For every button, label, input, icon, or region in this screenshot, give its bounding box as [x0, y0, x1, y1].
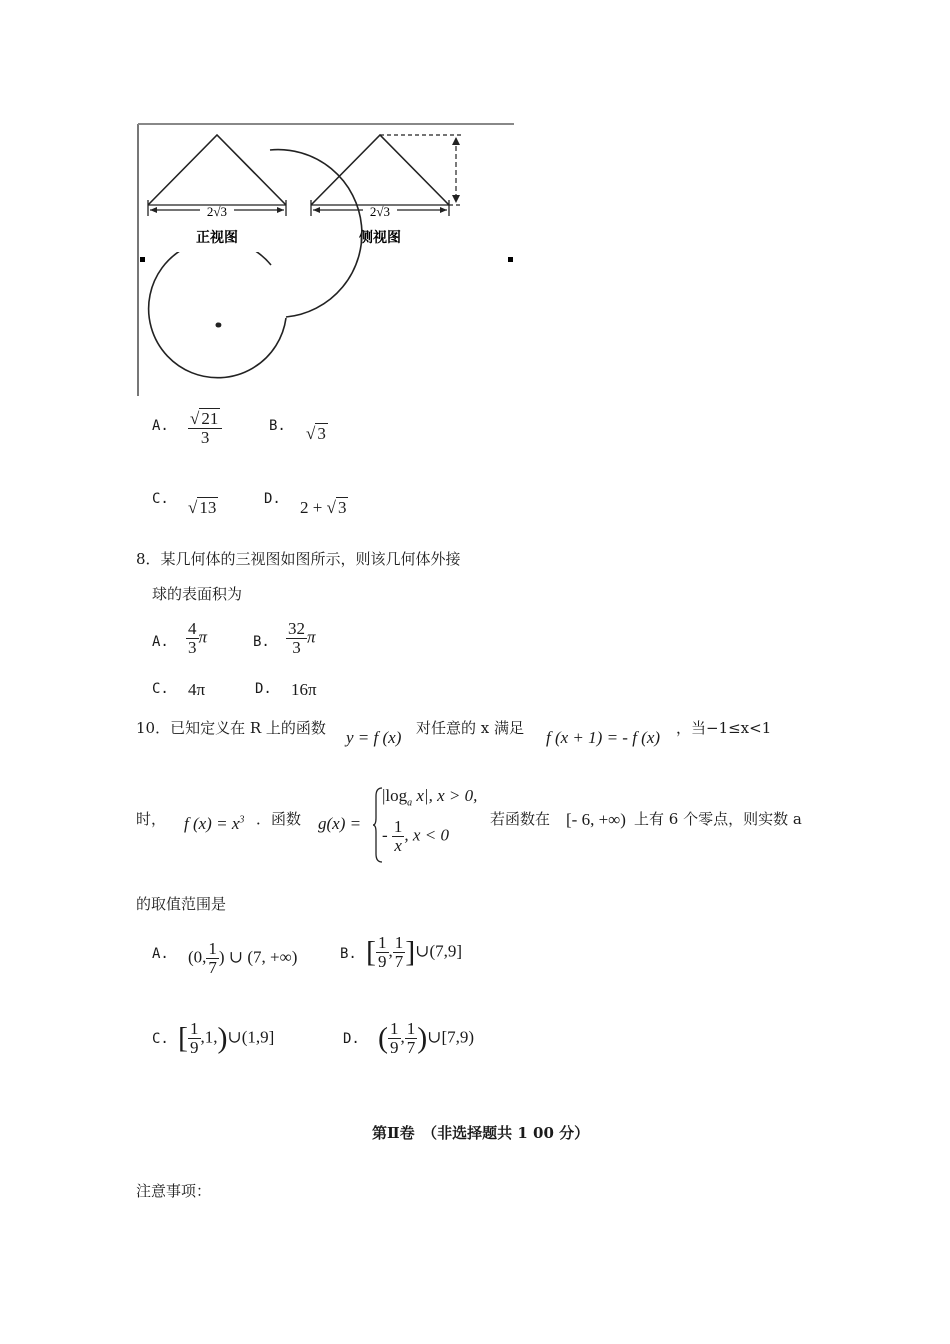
q10-interval: [- 6, +∞) [566, 810, 626, 829]
q10-option-c-letter: C. [152, 1031, 169, 1047]
q8-option-b: $\frac{32}{3}$ π [288, 619, 316, 657]
q10-line2-a: 时， [136, 810, 167, 828]
q8-stem-line1: 8．某几何体的三视图如图所示，则该几何体外接 [136, 550, 461, 568]
q7-option-a-letter: A. [152, 418, 169, 434]
front-width-label: 2√3 [206, 204, 228, 219]
top-view-circle [140, 252, 300, 402]
q10-option-b-letter: B. [340, 946, 357, 962]
q10-line2-d: 上有 6 个零点，则实数 a [634, 810, 802, 828]
q8-option-d: 16π [291, 680, 317, 699]
front-view-label: 正视图 [196, 230, 238, 246]
q8-option-d-letter: D. [255, 681, 272, 697]
front-view [148, 135, 286, 246]
notice-heading: 注意事项： [136, 1182, 212, 1200]
q7-option-b: √ 3 [306, 424, 326, 443]
q10-option-c: [ $\frac{1}{9}$ ,1,)∪(1,9] [178, 1019, 275, 1057]
q10-line3: 的取值范围是 [136, 895, 227, 913]
q10-equation: f (x + 1) = - f (x) [546, 728, 661, 747]
q7-option-d-letter: D. [264, 491, 281, 507]
q7-option-a: $\frac{√ 21}{3}$ [188, 410, 222, 447]
q7-option-b-letter: B. [269, 418, 286, 434]
q10-fx-def: f $(x) = x^3$ [184, 814, 245, 833]
side-view-label: 侧视图 [359, 230, 401, 246]
q10-option-d: ( $\frac{1}{9}$ , $\frac{1}{7}$ )∪[7,9) [378, 1019, 475, 1057]
q10-stem-mid: 对任意的 x 满足 [416, 719, 524, 737]
q8-stem-line2: 球的表面积为 [152, 585, 243, 603]
q10-line2-c: 若函数在 [490, 810, 551, 828]
part2-heading: 第Ⅱ卷 （非选择题共 1 00 分） [372, 1124, 590, 1142]
q8-option-a-letter: A. [152, 634, 169, 650]
q10-option-a-letter: A. [152, 946, 169, 962]
piecewise-case1: $|\log_a$ x|, x > 0, [382, 786, 478, 809]
side-view [311, 135, 462, 246]
q8-option-c-letter: C. [152, 681, 169, 697]
q10-gx: g(x) = [318, 814, 362, 833]
q8-option-a: $\frac{4}{3}$ π [188, 619, 208, 657]
piecewise-case2: - $\frac{1}{x}$ , x < 0 [382, 817, 449, 855]
q7-option-d: 2 + √ 3 [300, 498, 347, 517]
q8-option-b-letter: B. [253, 634, 270, 650]
side-width-label: 2√3 [369, 204, 391, 219]
q10-option-b: [ $\frac{1}{9}$ , $\frac{1}{7}$ ]∪(7,9] [366, 933, 463, 971]
q7-option-c: √ 13 [188, 498, 217, 517]
q8-option-c: 4π [188, 680, 206, 699]
q10-option-d-letter: D. [343, 1031, 360, 1047]
q10-line2-b: ．函数 [256, 810, 302, 828]
q7-option-c-letter: C. [152, 491, 169, 507]
q10-func: y = f (x) [346, 728, 402, 747]
q10-option-a: (0, $\frac{1}{7}$ ) ∪ (7, +∞) [188, 939, 298, 977]
q10-stem-prefix: 10．已知定义在 R 上的函数 [136, 719, 326, 737]
q10-stem-suffix: ，当−1≤x<1 [676, 719, 772, 737]
